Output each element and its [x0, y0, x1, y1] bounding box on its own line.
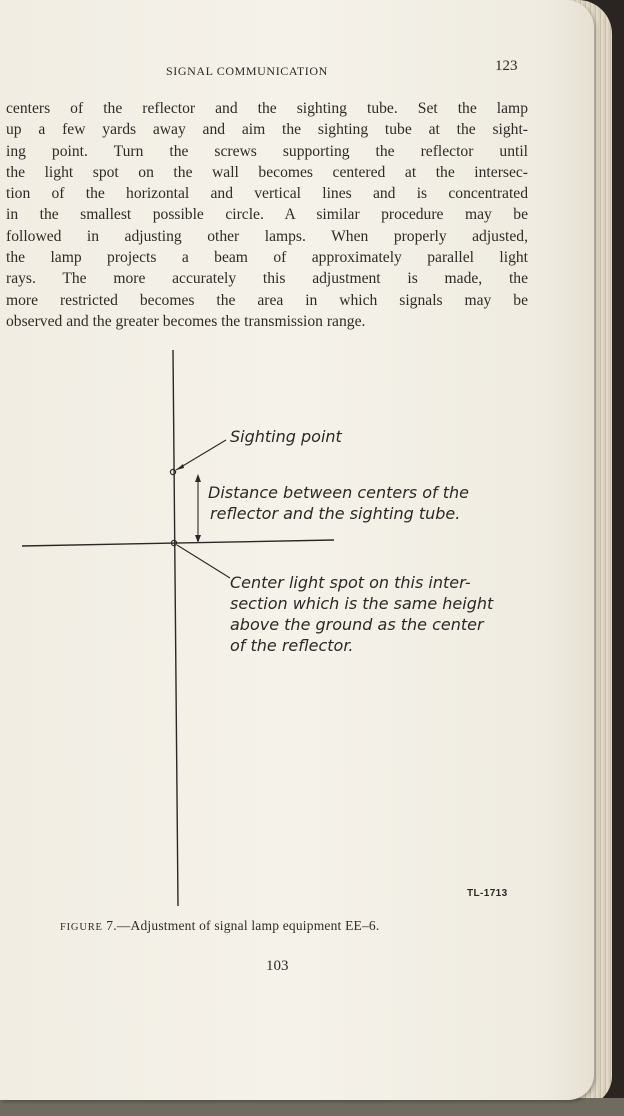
figure-caption [60, 918, 379, 934]
text-line: the light spot on the wall becomes centered at the intersec- [6, 163, 528, 181]
vertical-line [173, 350, 178, 906]
figure-diagram [0, 340, 594, 920]
caption-prefix: FIGURE [60, 922, 103, 933]
center-label [230, 572, 493, 656]
text-line: rays. The more accurately this adjustment is made, the [6, 270, 528, 288]
sighting-point-marker [170, 469, 175, 474]
center-label-line: of the reflector. [230, 636, 354, 655]
text-line: observed and the greater becomes the transmission range. [6, 312, 366, 330]
distance-label-line: reflector and the sighting tube. [210, 504, 461, 523]
running-head: SIGNAL COMMUNICATION [166, 64, 328, 78]
sighting-leader [176, 440, 226, 470]
text-line: tion of the horizontal and vertical lines and is concentrated [6, 185, 528, 203]
distance-label-line: Distance between centers of the [208, 483, 469, 502]
text-line: in the smallest possible circle. A similar procedure may be [6, 206, 528, 224]
center-label-line: section which is the same height [230, 594, 494, 613]
center-leader [177, 545, 230, 578]
body-paragraph [6, 98, 528, 332]
sighting-point-label: Sighting point [230, 427, 342, 446]
text-line: centers of the reflector and the sighting tube. Set the lamp [6, 100, 528, 117]
caption-text: 7.—Adjustment of signal lamp equipment EE–6. [102, 918, 380, 933]
background-surface [0, 1098, 624, 1116]
text-line: up a few yards away and aim the sighting tube at the sight- [6, 121, 528, 139]
arrowhead-icon [195, 535, 201, 543]
arrowhead-icon [195, 474, 201, 482]
arrowhead-icon [176, 464, 184, 470]
distance-label [208, 482, 469, 524]
center-label-line: Center light spot on this inter- [230, 573, 471, 592]
text-line: ing point. Turn the screws supporting the reflector until [6, 142, 528, 160]
text-line: followed in adjusting other lamps. When properly adjusted, [6, 227, 528, 245]
center-label-line: above the ground as the center [230, 615, 484, 634]
folio-number: 103 [266, 958, 289, 974]
text-line: the lamp projects a beam of approximately parallel light [6, 249, 528, 267]
text-line: more restricted becomes the area in which signals may be [6, 291, 528, 309]
page-number-top: 123 [495, 58, 518, 74]
figure-code: TL-1713 [467, 888, 508, 899]
